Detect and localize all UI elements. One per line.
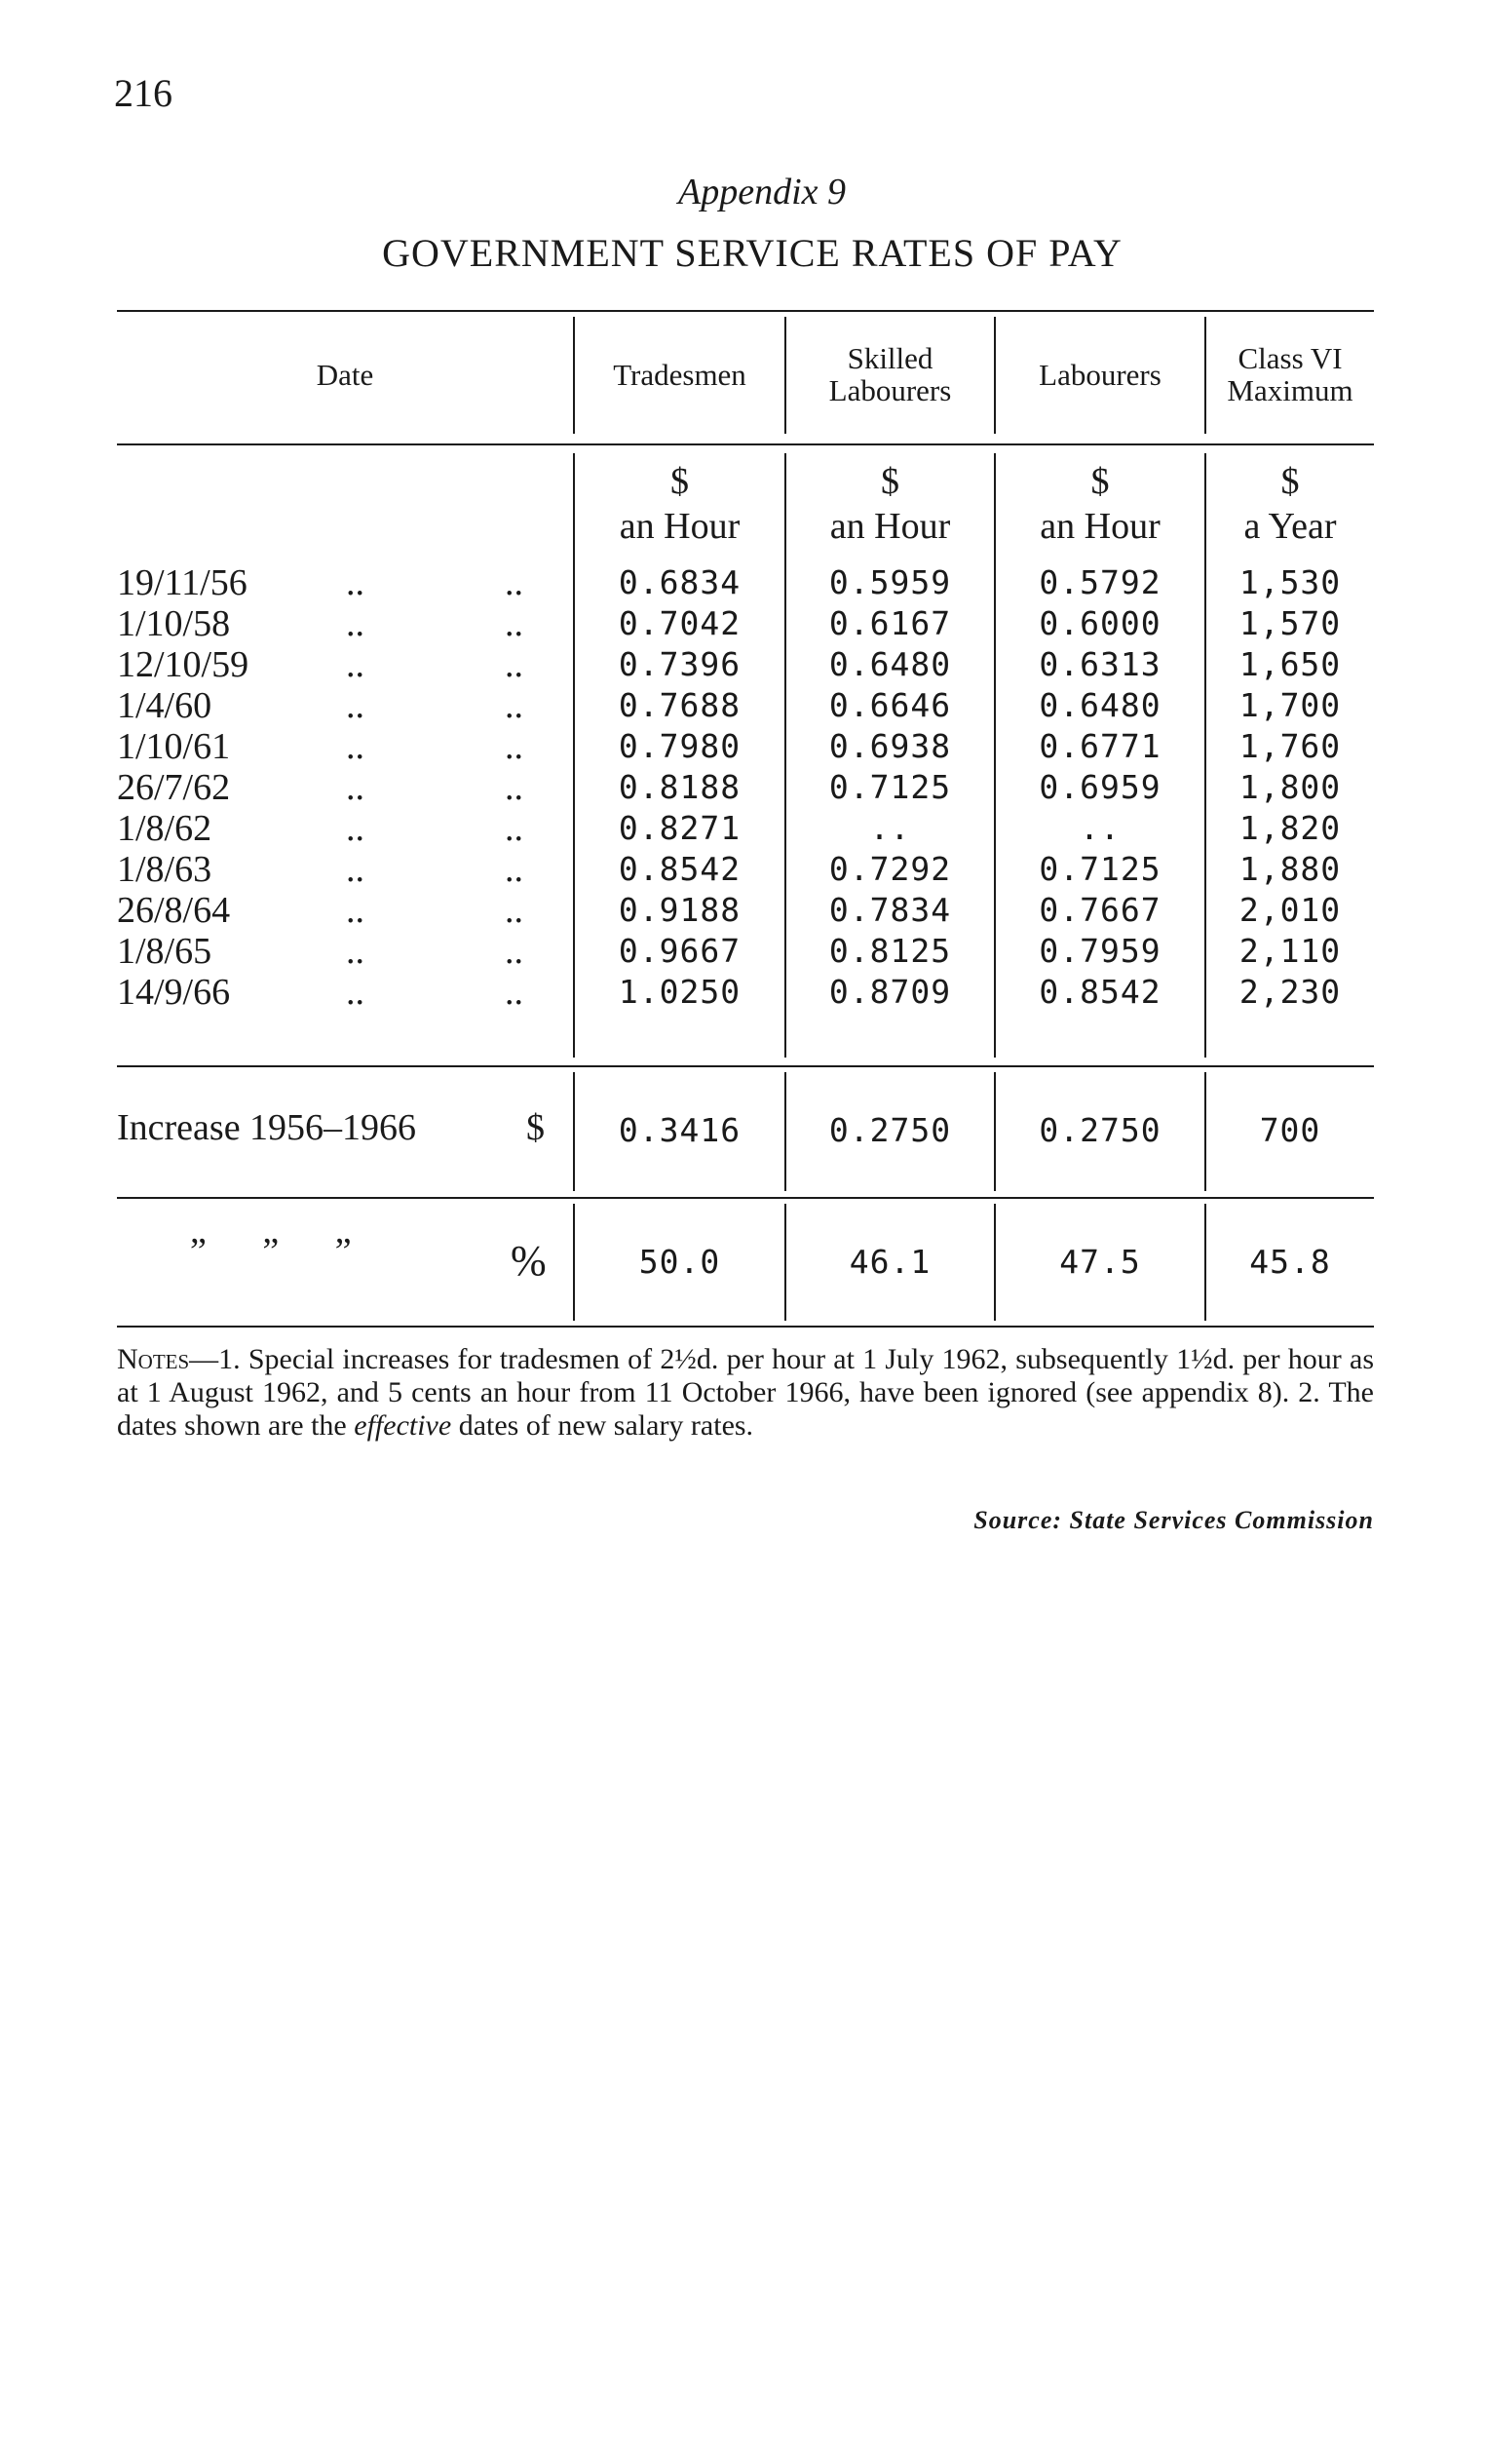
percent-skilled: 46.1 (849, 1243, 932, 1281)
tradesmen-cell: 0.8542 (618, 850, 742, 888)
unit-period: an Hour (619, 505, 741, 547)
header-skilled-line2: Labourers (828, 373, 952, 407)
unit-period: a Year (1243, 505, 1337, 547)
increase-labourers: 0.2750 (1039, 1111, 1161, 1149)
table-bottom-rule (117, 1326, 1374, 1328)
leader-dots: .. (505, 644, 523, 685)
unit-skilled (786, 460, 994, 549)
class-vi-cell: 2,230 (1238, 973, 1342, 1011)
leader-dots: .. (505, 685, 523, 726)
header-date: Date (316, 357, 374, 392)
labourers-cell: 0.6771 (1039, 727, 1161, 765)
class-vi-cell: 1,880 (1238, 850, 1342, 888)
class-vi-cell: 2,110 (1238, 932, 1342, 970)
leader-dots: .. (346, 644, 364, 685)
unit-symbol: $ (1280, 461, 1300, 502)
leader-dots: .. (505, 562, 523, 603)
increase-class-vi: 700 (1259, 1111, 1321, 1149)
table-row (117, 931, 546, 972)
tradesmen-cell: 1.0250 (618, 973, 742, 1011)
table-row (117, 767, 546, 808)
class-vi-column (1206, 562, 1374, 1013)
table-row (117, 726, 546, 767)
leader-dots: .. (346, 808, 364, 849)
unit-period: an Hour (1040, 505, 1161, 547)
table-row (117, 972, 546, 1013)
labourers-cell: 0.5792 (1039, 563, 1161, 601)
table-row (117, 685, 546, 726)
tradesmen-column (575, 562, 784, 1013)
labourers-cell: 0.8542 (1039, 973, 1161, 1011)
class-vi-cell: 1,800 (1238, 768, 1342, 806)
skilled-cell: 0.6480 (828, 645, 952, 683)
class-vi-cell: 2,010 (1238, 891, 1342, 929)
tradesmen-cell: 0.6834 (618, 563, 742, 601)
ditto-marks: ” ” ” (190, 1231, 352, 1272)
tradesmen-cell: 0.8271 (618, 809, 742, 847)
unit-labourers (996, 460, 1204, 549)
leader-dots: .. (505, 726, 523, 767)
labourers-cell: .. (1080, 809, 1121, 847)
skilled-cell: 0.7292 (828, 850, 952, 888)
header-class-line1: Class VI (1238, 341, 1343, 376)
notes (117, 1343, 1374, 1443)
date-cell: 14/9/66 (117, 972, 231, 1013)
leader-dots: .. (346, 685, 364, 726)
page-number: 216 (114, 71, 172, 115)
percent-unit: % (511, 1237, 547, 1285)
leader-dots: .. (346, 931, 364, 972)
tradesmen-cell: 0.7042 (618, 604, 742, 642)
table-row (117, 808, 546, 849)
header-rule (117, 443, 1374, 445)
skilled-cell: 0.5959 (828, 563, 952, 601)
labourers-cell: 0.7667 (1039, 891, 1161, 929)
leader-dots: .. (505, 890, 523, 931)
increase-label: Increase 1956–1966 (117, 1107, 417, 1148)
unit-tradesmen (575, 460, 784, 549)
increase-tradesmen: 0.3416 (618, 1111, 742, 1149)
labourers-cell: 0.6480 (1039, 686, 1161, 724)
page-title: GOVERNMENT SERVICE RATES OF PAY (382, 231, 1123, 275)
class-vi-cell: 1,530 (1238, 563, 1342, 601)
percent-tradesmen: 50.0 (638, 1243, 721, 1281)
body-bottom-rule (117, 1065, 1374, 1067)
notes-emphasis: effective (354, 1409, 452, 1442)
notes-label: Notes (117, 1343, 190, 1375)
leader-dots: .. (346, 726, 364, 767)
table-row (117, 644, 546, 685)
appendix-label: Appendix 9 (677, 172, 846, 212)
date-column (117, 562, 546, 1013)
skilled-cell: 0.8125 (828, 932, 952, 970)
tradesmen-cell: 0.7980 (618, 727, 742, 765)
leader-dots: .. (346, 603, 364, 644)
skilled-cell: 0.6646 (828, 686, 952, 724)
tradesmen-cell: 0.9667 (618, 932, 742, 970)
date-cell: 1/8/62 (117, 808, 212, 849)
leader-dots: .. (346, 890, 364, 931)
labourers-cell: 0.7125 (1039, 850, 1161, 888)
leader-dots: .. (505, 603, 523, 644)
class-vi-cell: 1,760 (1238, 727, 1342, 765)
tradesmen-cell: 0.8188 (618, 768, 742, 806)
skilled-cell: .. (869, 809, 911, 847)
leader-dots: .. (505, 808, 523, 849)
unit-symbol: $ (1090, 461, 1110, 502)
percent-labourers: 47.5 (1059, 1243, 1141, 1281)
skilled-cell: 0.6938 (828, 727, 952, 765)
skilled-cell: 0.7834 (828, 891, 952, 929)
header-class-line2: Maximum (1227, 373, 1353, 407)
leader-dots: .. (505, 767, 523, 808)
table-row (117, 562, 546, 603)
header-class-vi (1206, 312, 1374, 439)
labourers-cell: 0.6000 (1039, 604, 1161, 642)
leader-dots: .. (346, 972, 364, 1013)
header-skilled-labourers (786, 312, 994, 439)
tradesmen-cell: 0.9188 (618, 891, 742, 929)
class-vi-cell: 1,650 (1238, 645, 1342, 683)
increase-rule (117, 1197, 1374, 1199)
leader-dots: .. (346, 562, 364, 603)
leader-dots: .. (505, 931, 523, 972)
date-cell: 26/8/64 (117, 890, 231, 931)
source-credit: Source: State Services Commission (973, 1506, 1374, 1534)
table-row (117, 603, 546, 644)
header-tradesmen: Tradesmen (613, 357, 746, 392)
date-cell: 1/8/65 (117, 931, 212, 972)
date-cell: 1/10/58 (117, 603, 231, 644)
table-row (117, 890, 546, 931)
date-cell: 19/11/56 (117, 562, 248, 603)
labourers-cell: 0.6959 (1039, 768, 1161, 806)
unit-class-vi (1206, 460, 1374, 549)
leader-dots: .. (505, 972, 523, 1013)
date-cell: 26/7/62 (117, 767, 231, 808)
unit-symbol: $ (881, 461, 899, 502)
skilled-cell: 0.8709 (828, 973, 952, 1011)
header-skilled-line1: Skilled (847, 341, 933, 376)
class-vi-cell: 1,700 (1238, 686, 1342, 724)
leader-dots: .. (346, 849, 364, 890)
class-vi-cell: 1,570 (1238, 604, 1342, 642)
date-cell: 1/8/63 (117, 849, 212, 890)
labourers-cell: 0.6313 (1039, 645, 1161, 683)
date-cell: 12/10/59 (117, 644, 249, 685)
percent-class-vi: 45.8 (1249, 1243, 1331, 1281)
labourers-column (996, 562, 1204, 1013)
notes-text: —1. Special increases for tradesmen of 2½d. per hour at 1 July 1962, subsequently 1½d. per hour as at 1 August 1962, and 5 cents an hour from 11 October 1966, have been ignored (see appendix 8). 2. The dates shown are the (117, 1343, 1374, 1442)
leader-dots: .. (346, 767, 364, 808)
unit-symbol: $ (670, 461, 689, 502)
unit-period: an Hour (829, 505, 951, 547)
tradesmen-cell: 0.7688 (618, 686, 742, 724)
class-vi-cell: 1,820 (1238, 809, 1342, 847)
skilled-column (786, 562, 994, 1013)
increase-unit: $ (526, 1107, 545, 1148)
skilled-cell: 0.6167 (828, 604, 952, 642)
header-labourers: Labourers (1039, 357, 1161, 392)
skilled-cell: 0.7125 (828, 768, 952, 806)
labourers-cell: 0.7959 (1039, 932, 1161, 970)
notes-text-end: dates of new salary rates. (451, 1409, 754, 1442)
increase-skilled: 0.2750 (828, 1111, 952, 1149)
table-row (117, 849, 546, 890)
date-cell: 1/10/61 (117, 726, 231, 767)
tradesmen-cell: 0.7396 (618, 645, 742, 683)
leader-dots: .. (505, 849, 523, 890)
date-cell: 1/4/60 (117, 685, 212, 726)
